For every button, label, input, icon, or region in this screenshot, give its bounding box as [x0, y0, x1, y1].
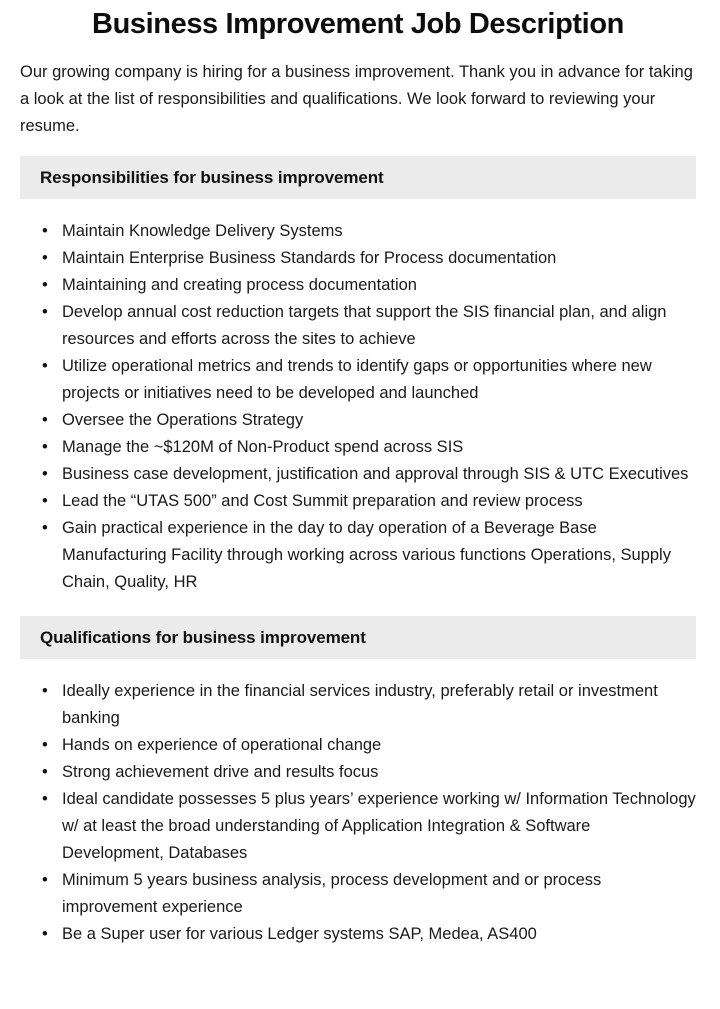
list-item: • Ideally experience in the financial services industry, preferably retail or investment banking — [40, 678, 696, 732]
list-item: • Manage the ~$120M of Non-Product spend across SIS — [40, 434, 696, 461]
section-heading: Qualifications for business improvement — [40, 627, 366, 647]
qualifications-list — [20, 678, 696, 948]
list-item: • Minimum 5 years business analysis, process development and or process improvement experience — [40, 867, 696, 921]
intro-paragraph: Our growing company is hiring for a business improvement. Thank you in advance for taking a look at the list of responsibilities and qualifications. We look forward to reviewing your resume. — [20, 63, 693, 135]
list-item: • Ideal candidate possesses 5 plus years’ experience working w/ Information Technology w/ at least the broad understanding of Application Integration & Software Development, Databases — [40, 786, 696, 867]
section-heading: Responsibilities for business improvement — [40, 167, 384, 187]
list-item: • Oversee the Operations Strategy — [40, 407, 696, 434]
page-title: Business Improvement Job Description — [92, 8, 624, 40]
list-item: • Lead the “UTAS 500” and Cost Summit preparation and review process — [40, 488, 696, 515]
list-item: • Maintaining and creating process documentation — [40, 272, 696, 299]
section-header-responsibilities — [20, 156, 696, 199]
list-item: • Strong achievement drive and results focus — [40, 759, 696, 786]
job-description-document — [0, 6, 720, 948]
list-item: • Utilize operational metrics and trends to identify gaps or opportunities where new projects or initiatives need to be developed and launched — [40, 353, 696, 407]
list-item: • Maintain Enterprise Business Standards for Process documentation — [40, 245, 696, 272]
list-item: • Maintain Knowledge Delivery Systems — [40, 218, 696, 245]
list-item: • Business case development, justification and approval through SIS & UTC Executives — [40, 461, 696, 488]
section-header-qualifications — [20, 616, 696, 659]
list-item: • Hands on experience of operational change — [40, 732, 696, 759]
list-item: • Gain practical experience in the day to day operation of a Beverage Base Manufacturing Facility through working across various functions Operations, Supply Chain, Quality, HR — [40, 515, 696, 596]
list-item: • Be a Super user for various Ledger systems SAP, Medea, AS400 — [40, 921, 696, 948]
list-item: • Develop annual cost reduction targets that support the SIS financial plan, and align resources and efforts across the sites to achieve — [40, 299, 696, 353]
responsibilities-list — [20, 218, 696, 596]
